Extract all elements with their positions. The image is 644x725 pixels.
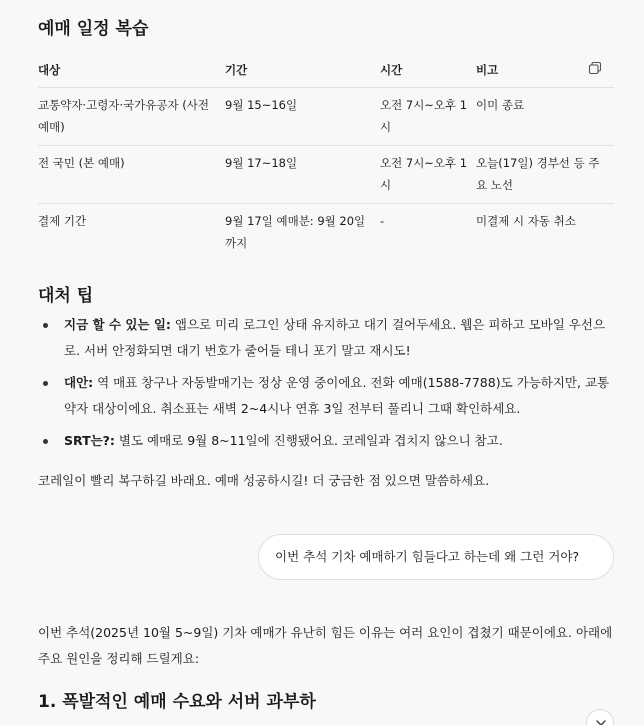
tip-label: 대안: (64, 375, 94, 390)
table-cell: 9월 15~16일 (225, 98, 298, 112)
chevron-down-icon (595, 717, 607, 725)
table-header-row (38, 52, 614, 88)
section-title-schedule: 예매 일정 복습 (38, 19, 149, 39)
bullet-icon (43, 323, 48, 328)
table-cell: 오전 7시~오후 1시 (380, 156, 468, 192)
answer-heading: 1. 폭발적인 예매 수요와 서버 과부하 (38, 692, 316, 712)
tip-text: 역 매표 창구나 자동발매기는 정상 운영 중이에요. 전화 예매(1588-7788)도 가능하지만, 교통약자 대상이에요. 취소표는 새벽 2~4시나 연휴 3일 전부터 풀리니 그때 확인하세요. (64, 375, 610, 416)
tip-text: 별도 예매로 9월 8~11일에 진행됐어요. 코레일과 겹치지 않으니 참고. (114, 433, 503, 448)
tip-label: 지금 할 수 있는 일: (64, 317, 171, 332)
bullet-icon (43, 381, 48, 386)
schedule-table (38, 52, 614, 260)
list-item (38, 370, 618, 422)
table-cell: 9월 17일 예매분: 9월 20일까지 (225, 214, 366, 250)
scroll-down-button[interactable] (586, 709, 614, 725)
table-row (38, 146, 614, 204)
list-item (38, 312, 618, 364)
tip-label: SRT는?: (64, 433, 115, 448)
table-cell: 오늘(17일) 경부선 등 주요 노선 (476, 156, 600, 192)
closing-text: 코레일이 빨리 복구하길 바래요. 예매 성공하시길! 더 궁금한 점 있으면 말씀하세요. (38, 473, 490, 488)
table-cell: 9월 17~18일 (225, 156, 298, 170)
table-header-cell: 대상 (38, 62, 61, 77)
table-cell: 전 국민 (본 예매) (38, 156, 125, 170)
table-cell: - (380, 214, 385, 228)
table-header-cell: 기간 (225, 62, 248, 77)
table-cell: 결제 기간 (38, 214, 87, 228)
table-cell: 교통약자·고령자·국가유공자 (사전 예매) (38, 98, 209, 134)
table-header-cell: 시간 (380, 62, 403, 77)
tips-list (38, 312, 618, 460)
section-title-tips: 대처 팁 (38, 286, 94, 306)
copy-icon[interactable] (588, 61, 602, 75)
bullet-icon (43, 439, 48, 444)
table-cell: 이미 종료 (476, 98, 525, 112)
answer-intro: 이번 추석(2025년 10월 5~9일) 기차 예매가 유난히 힘든 이유는 여러 요인이 겹쳤기 때문이에요. 아래에 주요 원인을 정리해 드릴게요: (38, 625, 613, 666)
table-cell: 미결제 시 자동 취소 (476, 214, 576, 228)
user-message-bubble: 이번 추석 기차 예매하기 힘들다고 하는데 왜 그런 거야? (258, 534, 614, 580)
table-row (38, 204, 614, 260)
tip-text: 앱으로 미리 로그인 상태 유지하고 대기 걸어두세요. 웹은 피하고 모바일 우선으로. 서버 안정화되면 대기 번호가 줄어들 테니 포기 말고 재시도! (64, 317, 606, 358)
list-item (38, 428, 618, 454)
table-header-cell (476, 61, 614, 79)
table-row (38, 88, 614, 146)
table-cell: 오전 7시~오후 1시 (380, 98, 468, 134)
table-header-label: 비고 (476, 62, 499, 77)
